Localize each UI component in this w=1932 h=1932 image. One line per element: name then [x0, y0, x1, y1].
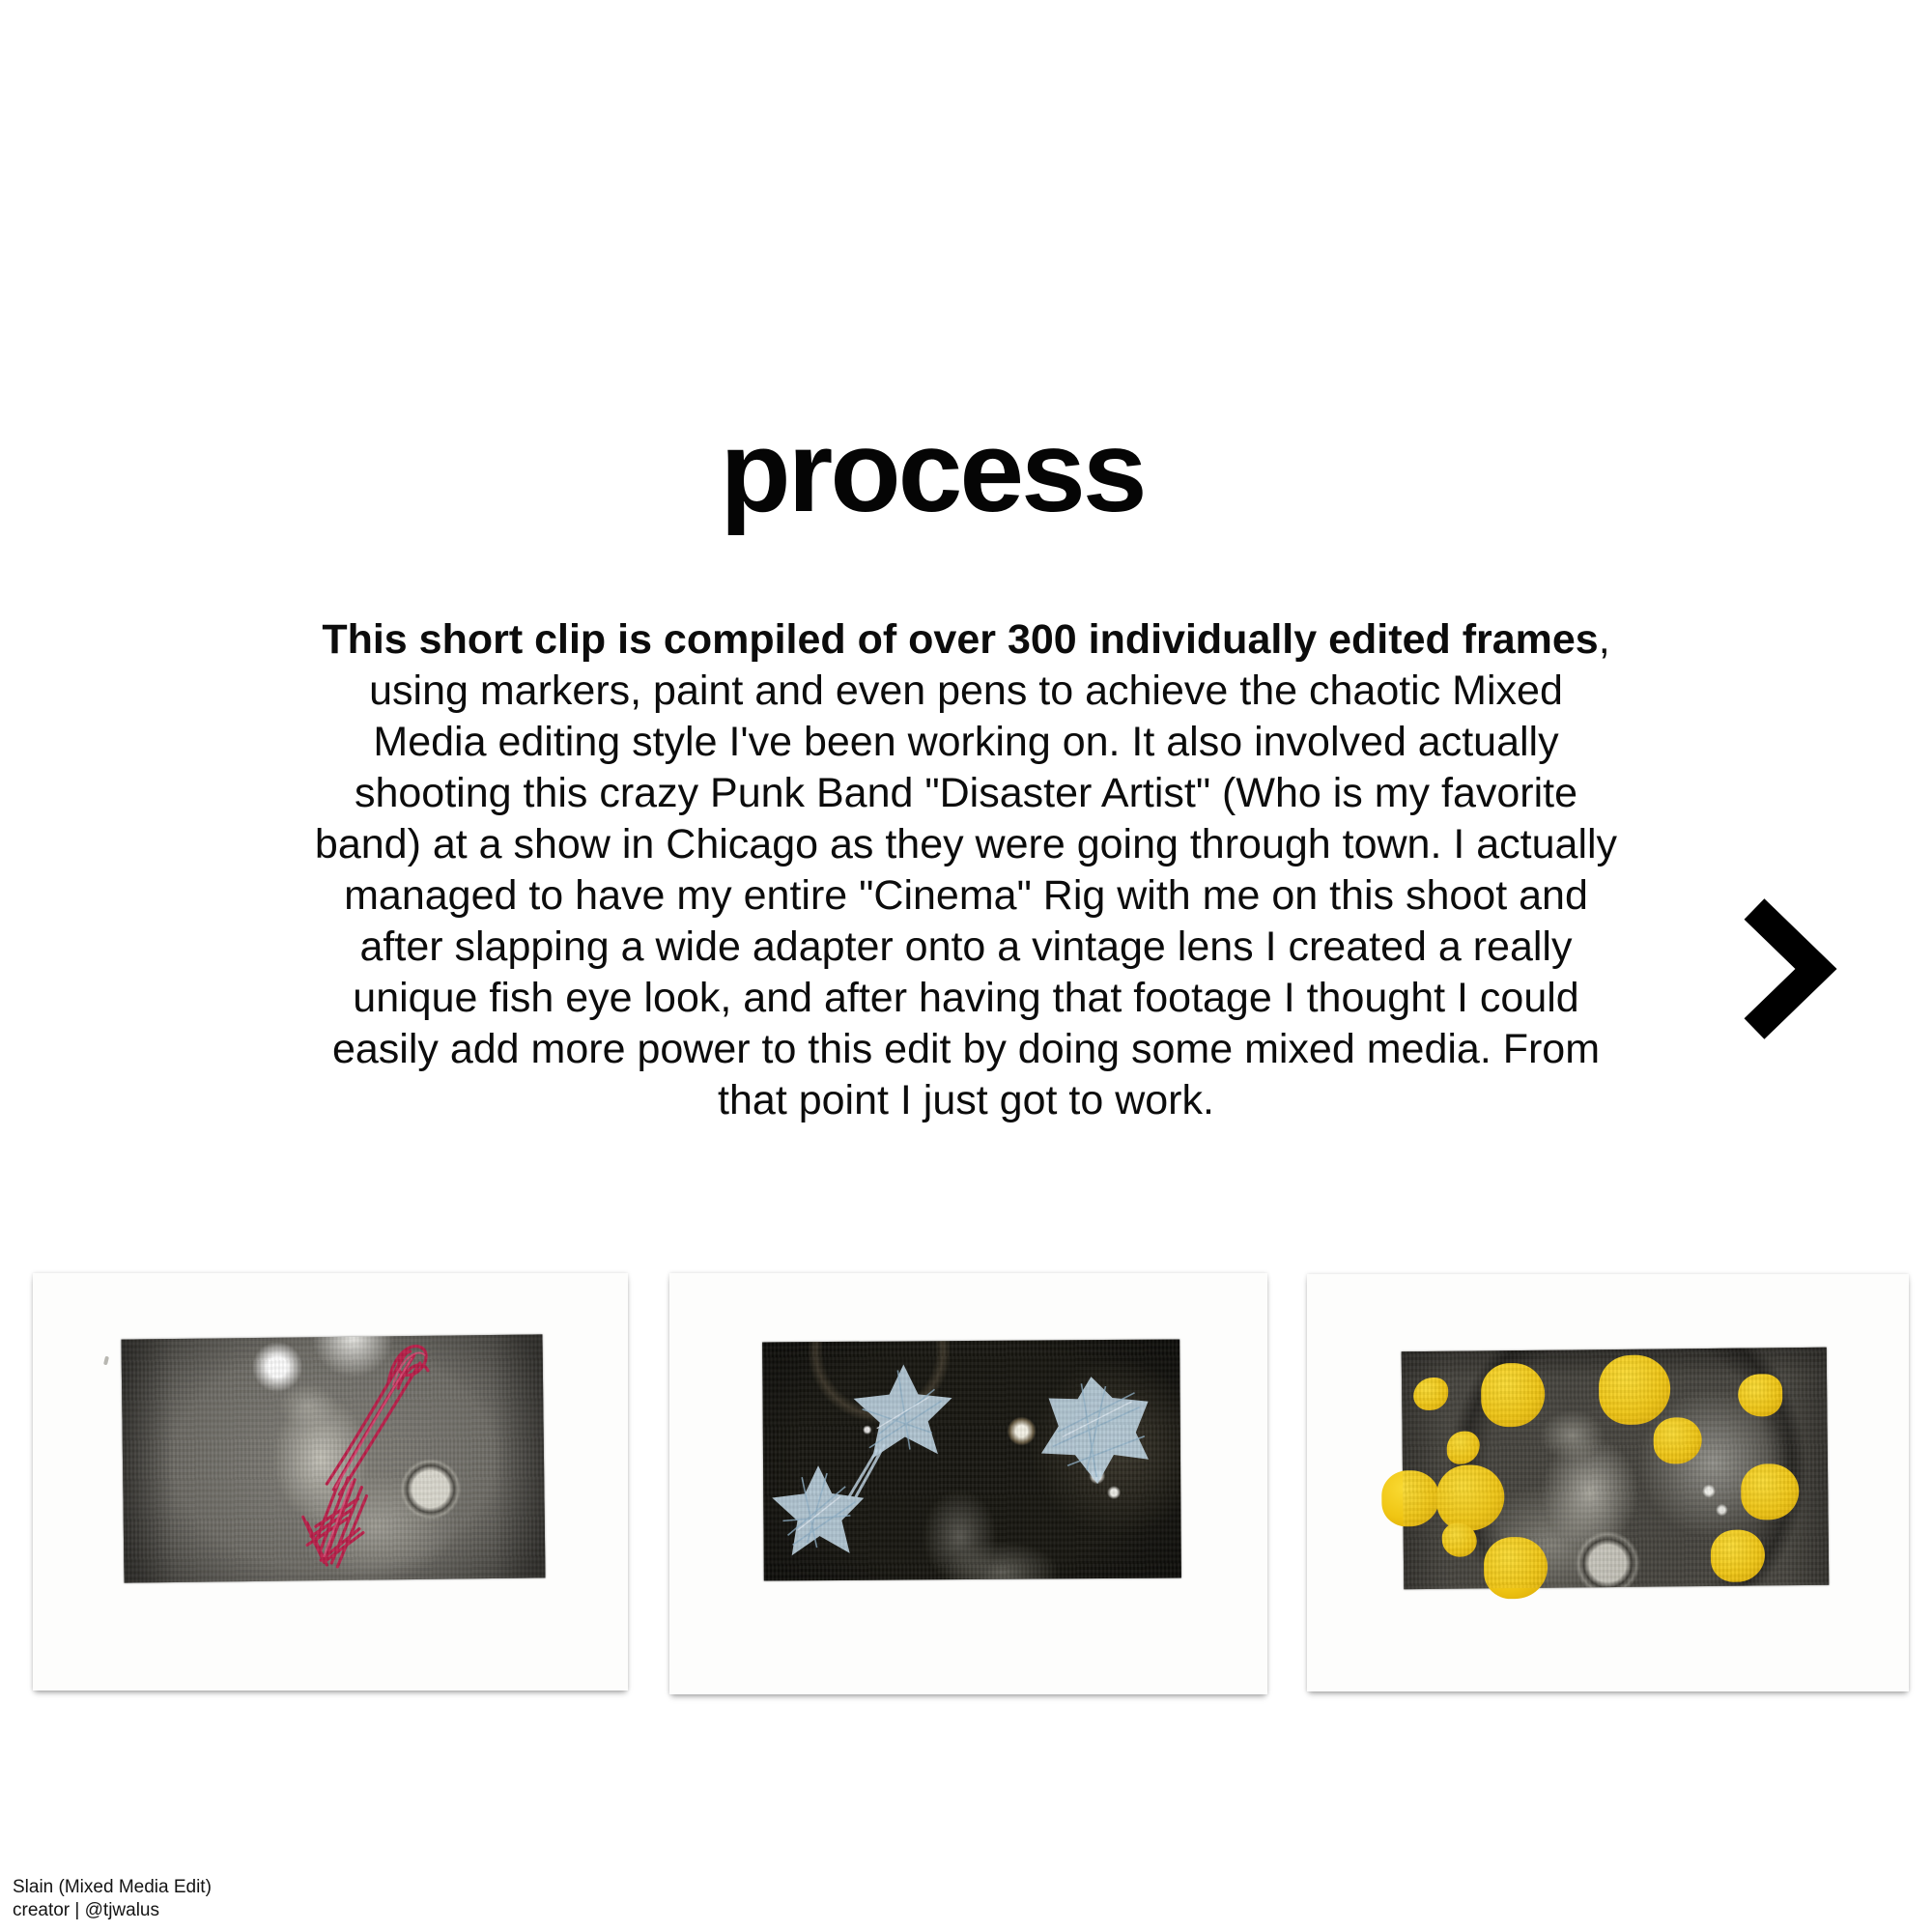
paragraph-line: managed to have my entire "Cinema" Rig with me on this shoot and	[344, 872, 1588, 919]
yellow-paint-dot	[1436, 1464, 1505, 1531]
photo-red-pen-arrow-scribble	[121, 1334, 545, 1582]
credit-author: creator | @tjwalus	[13, 1900, 159, 1920]
paragraph-line: using markers, paint and even pens to achieve the chaotic Mixed	[369, 668, 1563, 714]
gallery-card-yellow-dots	[1307, 1274, 1909, 1691]
paragraph-line: after slapping a wide adapter onto a vintage lens I created a really	[359, 923, 1573, 970]
paragraph-line	[0, 614, 1932, 666]
photo-blue-marker-stars	[762, 1339, 1181, 1580]
yellow-paint-dot	[1381, 1470, 1440, 1527]
blue-star-scribbles-icon	[762, 1339, 1181, 1580]
page-title: process	[720, 407, 1145, 536]
yellow-paint-dot	[1741, 1463, 1800, 1520]
process-description	[0, 614, 1932, 1126]
paragraph-line: easily add more power to this edit by doing some mixed media. From	[331, 1026, 1601, 1072]
paragraph-line: that point I just got to work.	[718, 1077, 1214, 1123]
scan-speck	[103, 1356, 109, 1366]
gallery-card-red-scribble	[33, 1273, 628, 1690]
yellow-paint-dot	[1481, 1363, 1546, 1428]
yellow-paint-dot	[1484, 1537, 1548, 1600]
credit-title: Slain (Mixed Media Edit)	[13, 1877, 212, 1897]
next-arrow-button[interactable]	[1750, 896, 1847, 1041]
credit	[13, 1876, 212, 1922]
paragraph-line: band) at a show in Chicago as they were going through town. I actually	[314, 821, 1618, 867]
photo-yellow-paint-dots	[1402, 1348, 1830, 1590]
red-arrow-scribble-icon	[121, 1334, 545, 1582]
yellow-paint-dot	[1599, 1354, 1671, 1425]
yellow-paint-dot	[1442, 1523, 1477, 1557]
yellow-paint-dot	[1447, 1431, 1480, 1463]
paragraph-line: shooting this crazy Punk Band "Disaster Artist" (Who is my favorite	[354, 770, 1578, 816]
yellow-paint-dot	[1653, 1417, 1701, 1464]
chevron-right-icon	[1750, 901, 1843, 1037]
gallery-card-blue-stars	[669, 1273, 1267, 1694]
paragraph-line: Media editing style I've been working on. It also involved actually	[373, 719, 1559, 765]
paragraph-bold-intro: This short clip is compiled of over 300 individually edited frames	[322, 616, 1599, 663]
paragraph-line1-tail: ,	[1598, 616, 1610, 663]
yellow-paint-dot	[1711, 1529, 1766, 1582]
yellow-paint-dot	[1413, 1378, 1448, 1410]
paragraph-line: unique fish eye look, and after having that footage I thought I could	[353, 975, 1579, 1021]
yellow-paint-dot	[1738, 1374, 1782, 1416]
